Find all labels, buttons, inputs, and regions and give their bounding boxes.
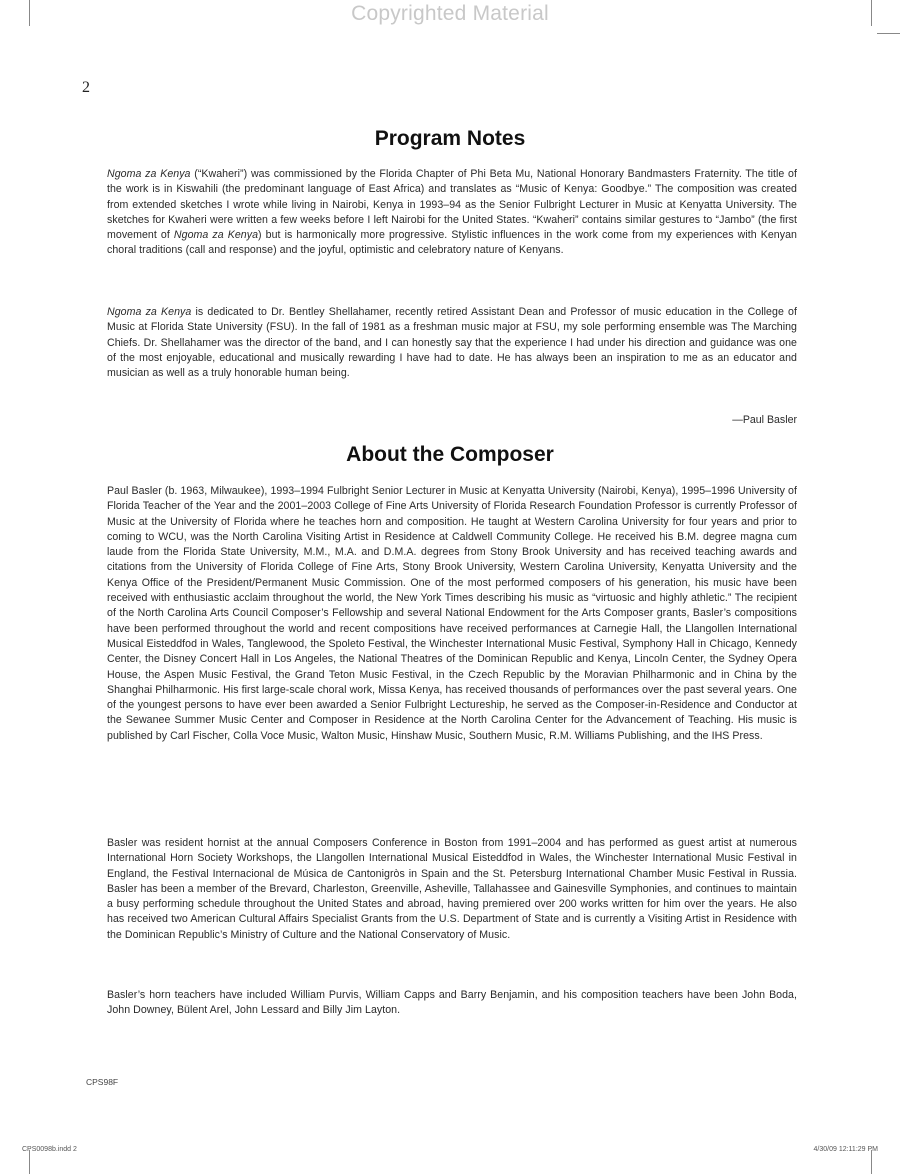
- catalog-code: CPS98F: [86, 1077, 119, 1087]
- program-notes-paragraph-2: [107, 305, 797, 381]
- print-slug-filename: CPS0098b.indd 2: [22, 1146, 77, 1153]
- crop-mark-bottom-left: [29, 1150, 30, 1174]
- crop-mark-bottom-right: [871, 1150, 872, 1174]
- crop-mark-top-right-h: [877, 33, 900, 34]
- crop-mark-top-left: [29, 0, 30, 26]
- author-signature: —Paul Basler: [732, 414, 797, 426]
- crop-mark-top-right: [871, 0, 872, 26]
- work-title-inline: Ngoma za Kenya: [173, 229, 259, 242]
- paragraph-text: is dedicated to Dr. Bentley Shellahamer, recently retired Assistant Dean and Professor of music education in the College of Music at Florida State University (FSU). In the fall of 1981 as a freshman music major at FSU, my sole performing ensemble was The Marching Chiefs. Dr. Shellahamer was the director of the band, and I can honestly say that the experience I had under his direction and guidance was one of the most enjoyable, educational and musically rewarding I have had to date. He has always been an inspiration to me as an educator and musician as well as a truly honorable human being.: [107, 306, 797, 380]
- print-slug-timestamp: 4/30/09 12:11:29 PM: [813, 1146, 878, 1153]
- about-paragraph-2: Basler was resident hornist at the annual Composers Conference in Boston from 1991–2004 and has performed as guest artist at numerous International Horn Society Workshops, the Llangollen International Musical Eisteddfod in Wales, the Winchester International Music Festival in England, the Festival Internacional de Música de Cantonigròs in Spain and the St. Petersburg International Chamber Music Festival in Russia. Basler has been a member of the Brevard, Charleston, Greenville, Asheville, Tallahassee and Gainesville Symphonies, and continues to maintain a busy performing schedule throughout the United States and abroad, having premiered over 200 works written for him over the years. He also has received two American Cultural Affairs Specialist Grants from the U.S. Department of State and is currently a Visiting Artist in Residence with the Dominican Republic’s Ministry of Culture and the National Conservatory of Music.: [107, 837, 797, 941]
- paragraph-text: (“Kwaheri”) was commissioned by the Florida Chapter of Phi Beta Mu, National Honorary Bandmasters Fraternity. The title of the work is in Kiswahili (the predominant language of East Africa) and translates as “Music of Kenya: Goodbye.” The composition was created from extended sketches I wrote while living in Nairobi, Kenya in 1993–94 as the Senior Fulbright Lecturer in Music at Kenyatta University. The sketches for Kwaheri were written a few weeks before I left Nairobi for the United States. “Kwaheri” contains similar gestures to “Jambo” (the first movement of: [107, 168, 797, 242]
- work-title: Ngoma za Kenya: [107, 306, 192, 318]
- program-notes-heading: Program Notes: [374, 127, 526, 150]
- work-title: Ngoma za Kenya: [107, 168, 191, 180]
- about-paragraph-1: Paul Basler (b. 1963, Milwaukee), 1993–1994 Fulbright Senior Lecturer in Music at Kenyatta University (Nairobi, Kenya), 1995–1996 University of Florida Teacher of the Year and the 2001–2003 College of Fine Arts University of Florida Research Foundation Professor is currently Professor of Music at the University of Florida where he teaches horn and composition. He taught at Western Carolina University for four years and prior to coming to WCU, was the North Carolina Visiting Artist in Residence at Caldwell Community College. He received his B.M. degree magna cum laude from the Florida State University, M.M., M.A. and D.M.A. degrees from Stony Brook University and has received teaching awards and citations from the University of Florida College of Fine Arts, Stony Brook University, Western Carolina University, Kenyatta University and the Kenya Office of the President/Permanent Music Commission. One of the most performed composers of his generation, his music have been received with enthusiastic acclaim throughout the world, the New York Times describing his music as “virtuosic and highly athletic.” The recipient of the North Carolina Arts Council Composer’s Fellowship and several National Endowment for the Arts Composer grants, Basler’s compositions have been performed throughout the world and recent compositions have received performances at Carnegie Hall, the Llangollen International Musical Eisteddfod in Wales, Tanglewood, the Spoleto Festival, the Winchester International Music Festival, Symphony Hall in Chicago, Kennedy Center, the Disney Concert Hall in Los Angeles, the National Theatres of the Dominican Republic and Kenya, Lincoln Center, the Sydney Opera House, the Aspen Music Festival, the Grand Teton Music Festival, in the Czech Republic by the Moravian Philharmonic and in China by the Shanghai Philharmonic. His first large-scale choral work, Missa Kenya, has received thousands of performances over the past several years. One of the youngest persons to have ever been awarded a Senior Fulbright Lectureship, he served as the Composer-in-Residence and Conductor at the Sewanee Summer Music Center and Composer in Residence at the North Carolina Center for the Advancement of Teaching. His music is published by Carl Fischer, Colla Voce Music, Walton Music, Hinshaw Music, Southern Music, R.M. Williams Publishing, and the IHS Press.: [107, 485, 797, 742]
- program-notes-paragraph-1: [107, 167, 797, 259]
- page-number: 2: [82, 79, 90, 96]
- about-composer-heading: About the Composer: [346, 443, 554, 466]
- paragraph-text: ) but is harmonically more progressive. Stylistic influences in the work come from my experiences with Kenyan choral traditions (call and response) and the joyful, optimistic and celebratory nature of Kenyans.: [107, 229, 797, 257]
- about-paragraph-3: Basler’s horn teachers have included William Purvis, William Capps and Barry Benjamin, and his composition teachers have been John Boda, John Downey, Bülent Arel, John Lessard and Billy Jim Layton.: [107, 989, 797, 1017]
- copyright-watermark: Copyrighted Material: [351, 2, 549, 25]
